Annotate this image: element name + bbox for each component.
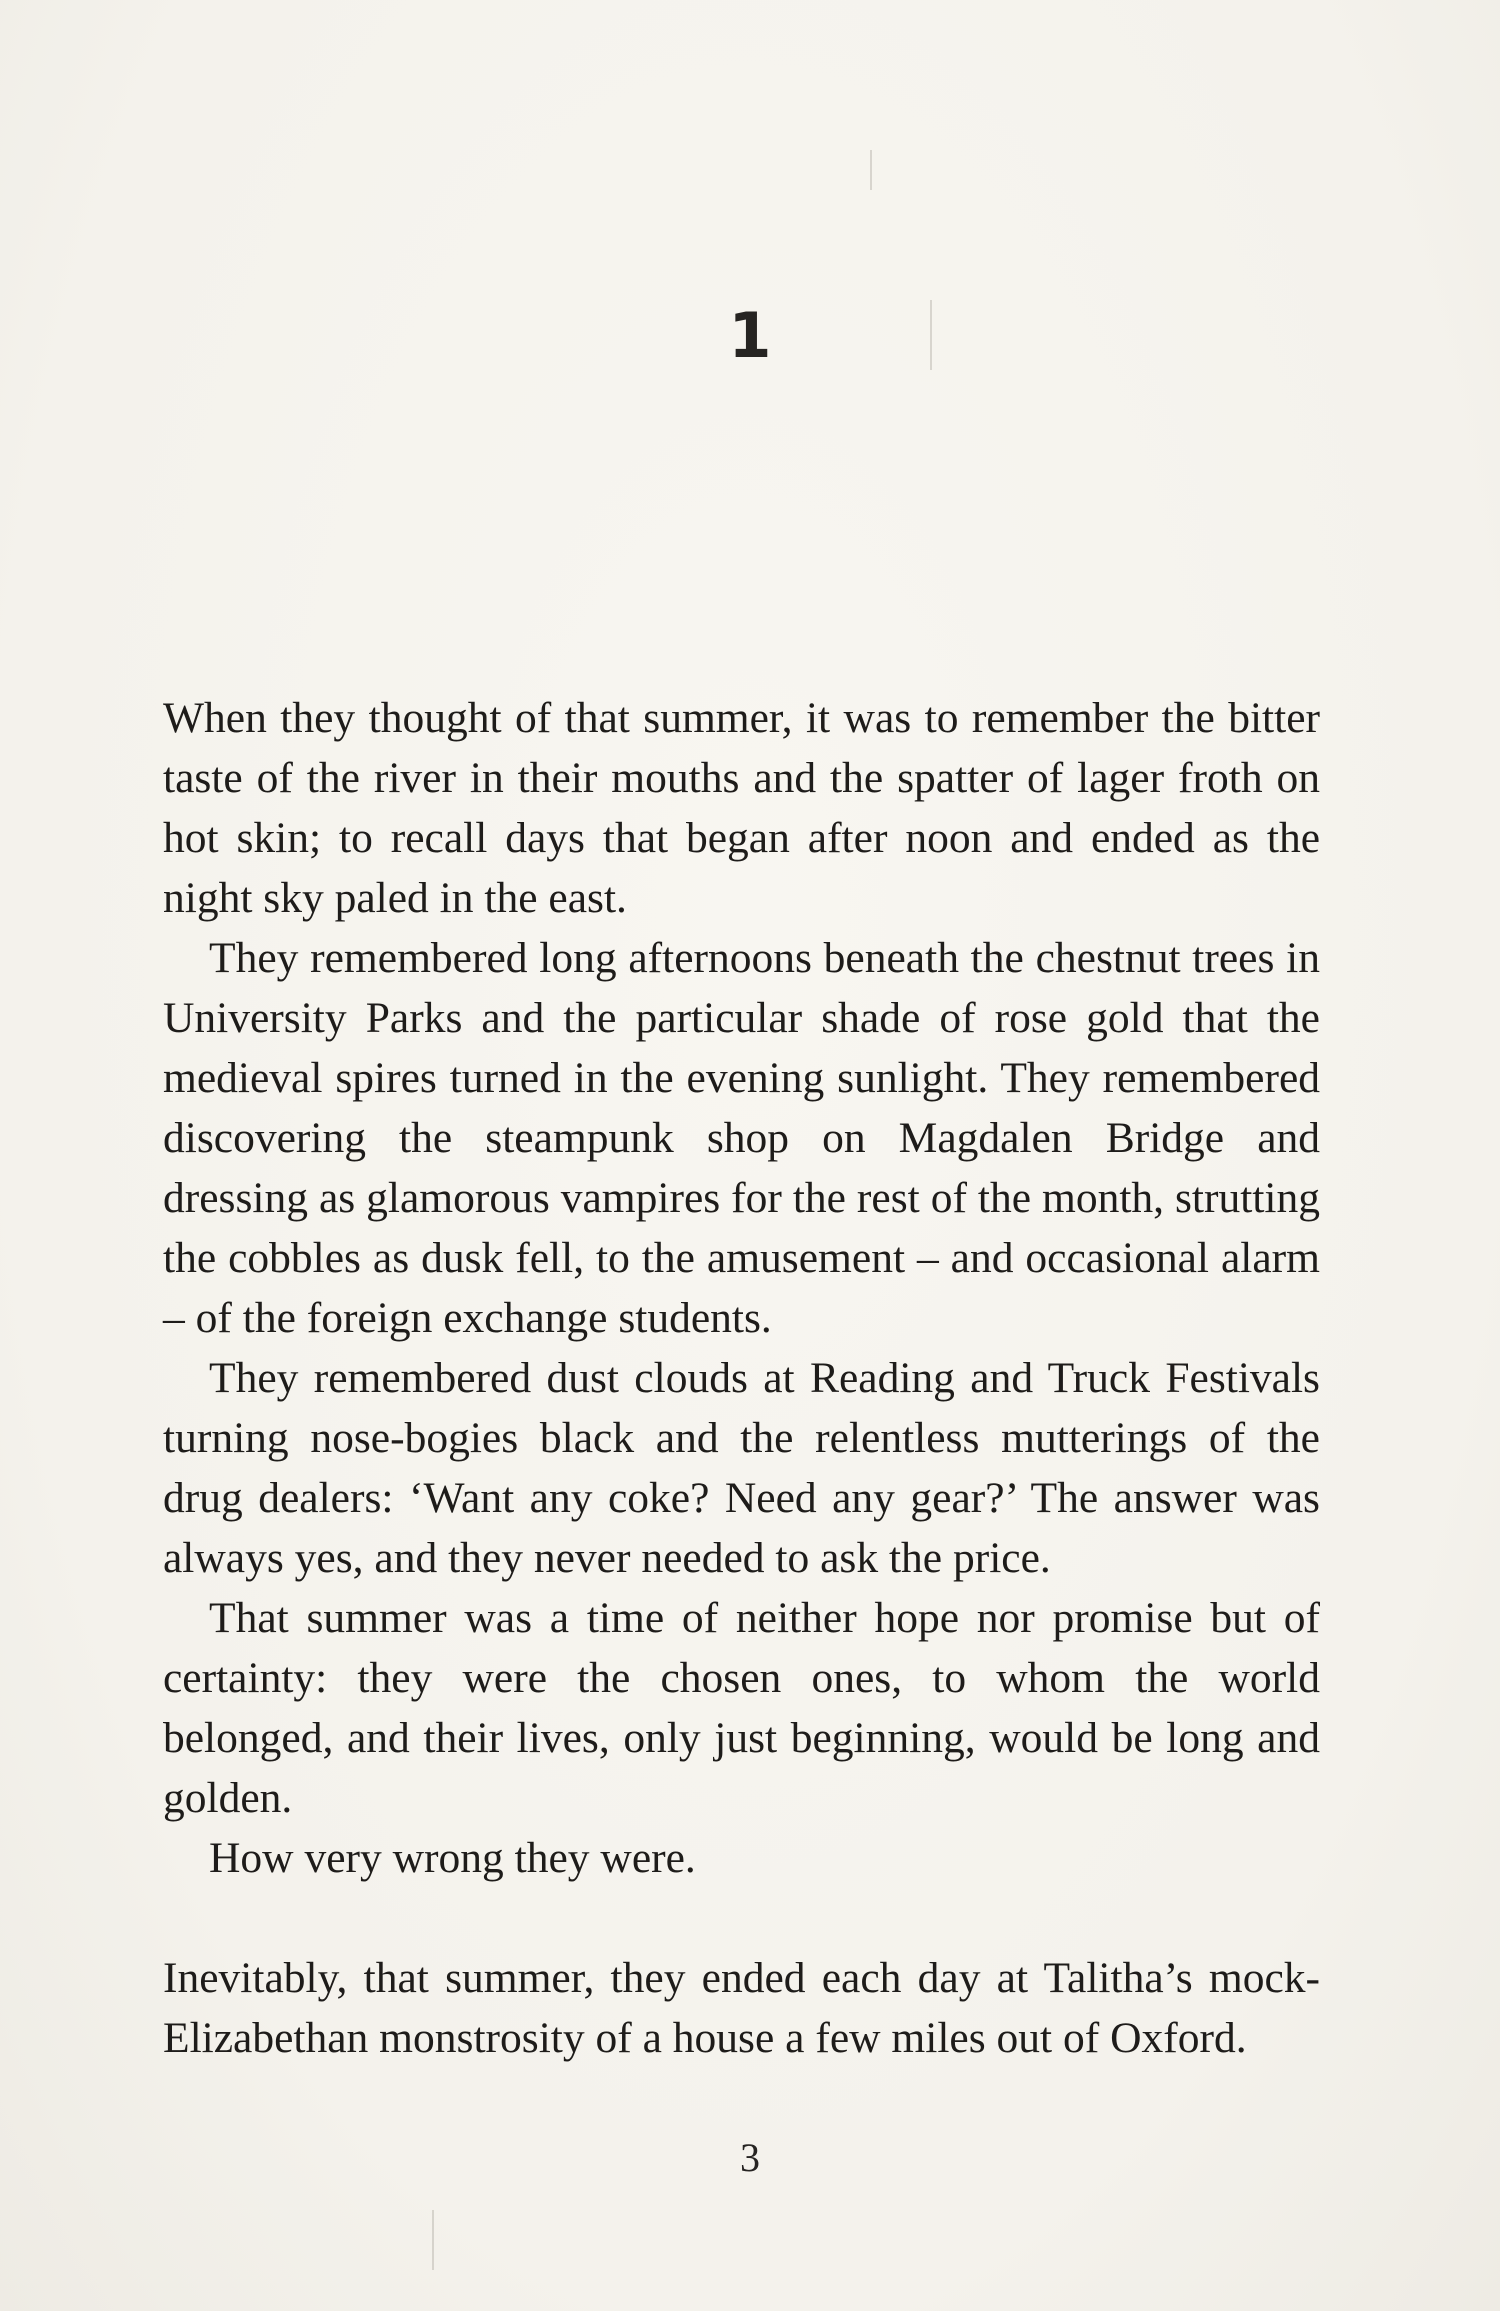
section-break <box>163 1888 1320 1948</box>
paper-speck <box>432 2210 434 2270</box>
chapter-number: 1 <box>728 299 772 372</box>
paragraph-after-break: Inevitably, that summer, they ended each day at Talitha’s mock-Elizabethan monstrosity of a house a few miles out of Oxford. <box>163 1954 1320 2062</box>
paragraph-3: They remembered dust clouds at Reading and Truck Festivals turning nose-bogies black and the relentless mutterings of the drug dealers: ‘Want any coke? Need any gear?’ The answer was always yes, and they never needed to ask the price. <box>163 1354 1320 1582</box>
paragraph-2: They remembered long afternoons beneath the chestnut trees in University Parks and the particular shade of rose gold that the medieval spires turned in the evening sunlight. They remembered discovering the steampunk shop on Magdalen Bridge and dressing as glamorous vampires for the rest of the month, strutting the cobbles as dusk fell, to the amusement – and occasional alarm – of the foreign exchange students. <box>163 934 1320 1342</box>
paragraph-1: When they thought of that summer, it was to remember the bitter taste of the river in their mouths and the spatter of lager froth on hot skin; to recall days that began after noon and ended as the night sky paled in the east. <box>163 694 1320 922</box>
body-text <box>163 688 1320 2068</box>
paper-speck <box>870 150 872 190</box>
paragraph-4: That summer was a time of neither hope nor promise but of certainty: they were the chosen ones, to whom the world belonged, and their lives, only just beginning, would be long and golden. <box>163 1594 1320 1822</box>
page-number: 3 <box>740 2135 760 2180</box>
paragraph-5: How very wrong they were. <box>209 1834 696 1882</box>
